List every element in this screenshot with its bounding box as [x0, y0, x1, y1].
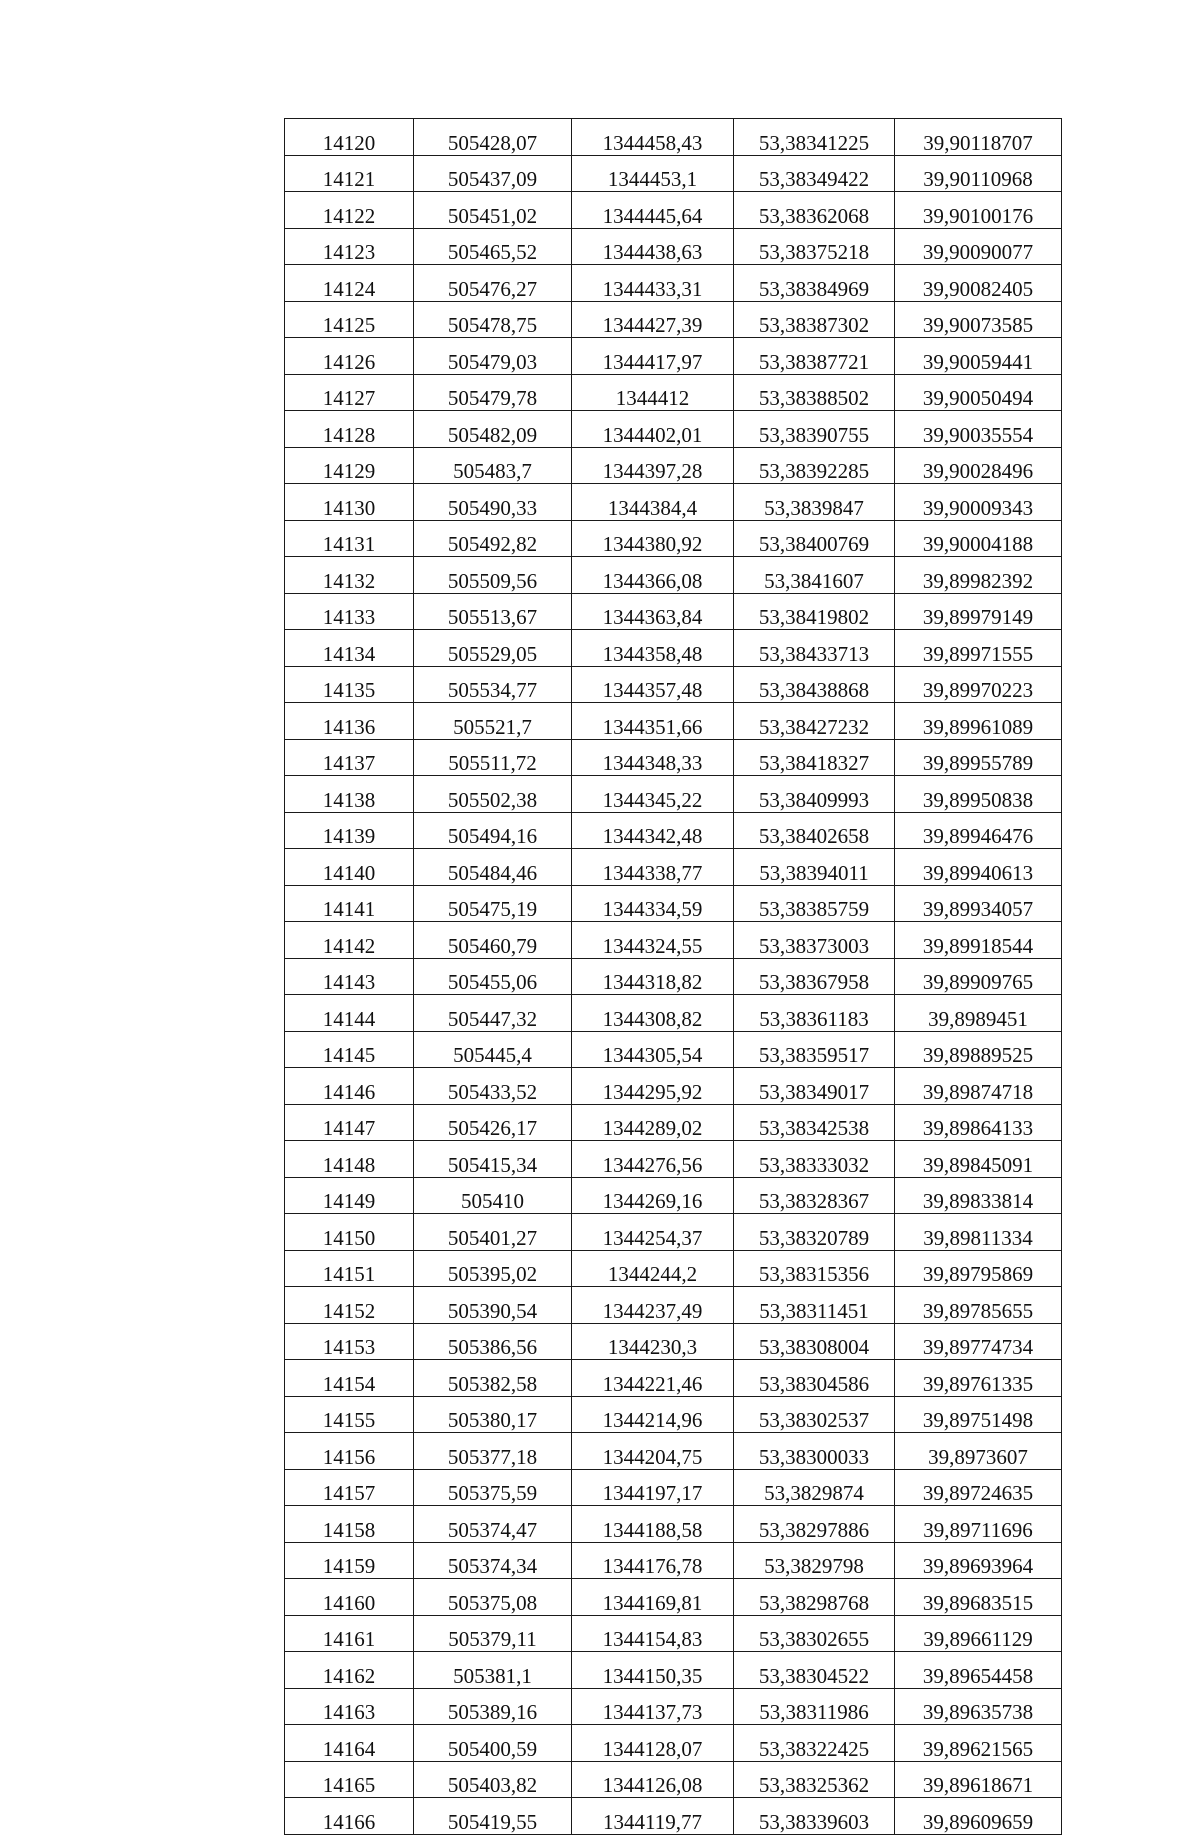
point-number-cell: 14128 [285, 411, 414, 448]
y-coordinate-cell: 1344237,49 [572, 1287, 734, 1324]
latitude-cell: 53,38427232 [734, 703, 895, 740]
longitude-cell: 39,89961089 [895, 703, 1062, 740]
table-row [285, 1761, 1062, 1798]
x-coordinate-cell: 505475,19 [414, 885, 572, 922]
x-coordinate-cell: 505479,03 [414, 338, 572, 375]
x-coordinate-cell: 505513,67 [414, 593, 572, 630]
table-row [285, 1688, 1062, 1725]
latitude-cell: 53,38325362 [734, 1761, 895, 1798]
table-row [285, 1031, 1062, 1068]
latitude-cell: 53,38438868 [734, 666, 895, 703]
longitude-cell: 39,89785655 [895, 1287, 1062, 1324]
longitude-cell: 39,89982392 [895, 557, 1062, 594]
x-coordinate-cell: 505374,47 [414, 1506, 572, 1543]
x-coordinate-cell: 505534,77 [414, 666, 572, 703]
longitude-cell: 39,89711696 [895, 1506, 1062, 1543]
longitude-cell: 39,89811334 [895, 1214, 1062, 1251]
x-coordinate-cell: 505381,1 [414, 1652, 572, 1689]
x-coordinate-cell: 505400,59 [414, 1725, 572, 1762]
table-row [285, 1323, 1062, 1360]
table-row [285, 1396, 1062, 1433]
point-number-cell: 14160 [285, 1579, 414, 1616]
y-coordinate-cell: 1344366,08 [572, 557, 734, 594]
y-coordinate-cell: 1344244,2 [572, 1250, 734, 1287]
longitude-cell: 39,90073585 [895, 301, 1062, 338]
table-row [285, 593, 1062, 630]
point-number-cell: 14143 [285, 958, 414, 995]
point-number-cell: 14153 [285, 1323, 414, 1360]
x-coordinate-cell: 505451,02 [414, 192, 572, 229]
latitude-cell: 53,38333032 [734, 1141, 895, 1178]
table-row [285, 703, 1062, 740]
latitude-cell: 53,38385759 [734, 885, 895, 922]
table-row [285, 557, 1062, 594]
table-row [285, 1433, 1062, 1470]
longitude-cell: 39,90035554 [895, 411, 1062, 448]
point-number-cell: 14149 [285, 1177, 414, 1214]
latitude-cell: 53,38339603 [734, 1798, 895, 1835]
table-row [285, 301, 1062, 338]
point-number-cell: 14142 [285, 922, 414, 959]
point-number-cell: 14124 [285, 265, 414, 302]
latitude-cell: 53,38367958 [734, 958, 895, 995]
longitude-cell: 39,89934057 [895, 885, 1062, 922]
latitude-cell: 53,38394011 [734, 849, 895, 886]
latitude-cell: 53,38311451 [734, 1287, 895, 1324]
table-row [285, 192, 1062, 229]
table-row [285, 1141, 1062, 1178]
point-number-cell: 14147 [285, 1104, 414, 1141]
longitude-cell: 39,89970223 [895, 666, 1062, 703]
x-coordinate-cell: 505395,02 [414, 1250, 572, 1287]
longitude-cell: 39,89751498 [895, 1396, 1062, 1433]
longitude-cell: 39,89683515 [895, 1579, 1062, 1616]
latitude-cell: 53,38349422 [734, 155, 895, 192]
point-number-cell: 14120 [285, 119, 414, 156]
longitude-cell: 39,90028496 [895, 447, 1062, 484]
table-row [285, 739, 1062, 776]
longitude-cell: 39,89693964 [895, 1542, 1062, 1579]
x-coordinate-cell: 505410 [414, 1177, 572, 1214]
longitude-cell: 39,89971555 [895, 630, 1062, 667]
x-coordinate-cell: 505465,52 [414, 228, 572, 265]
latitude-cell: 53,3829798 [734, 1542, 895, 1579]
y-coordinate-cell: 1344348,33 [572, 739, 734, 776]
longitude-cell: 39,89618671 [895, 1761, 1062, 1798]
longitude-cell: 39,89609659 [895, 1798, 1062, 1835]
y-coordinate-cell: 1344254,37 [572, 1214, 734, 1251]
y-coordinate-cell: 1344397,28 [572, 447, 734, 484]
y-coordinate-cell: 1344269,16 [572, 1177, 734, 1214]
y-coordinate-cell: 1344433,31 [572, 265, 734, 302]
latitude-cell: 53,38349017 [734, 1068, 895, 1105]
x-coordinate-cell: 505502,38 [414, 776, 572, 813]
y-coordinate-cell: 1344214,96 [572, 1396, 734, 1433]
longitude-cell: 39,89946476 [895, 812, 1062, 849]
table-row [285, 1250, 1062, 1287]
latitude-cell: 53,38373003 [734, 922, 895, 959]
latitude-cell: 53,38419802 [734, 593, 895, 630]
latitude-cell: 53,38388502 [734, 374, 895, 411]
point-number-cell: 14122 [285, 192, 414, 229]
x-coordinate-cell: 505426,17 [414, 1104, 572, 1141]
x-coordinate-cell: 505437,09 [414, 155, 572, 192]
longitude-cell: 39,89833814 [895, 1177, 1062, 1214]
y-coordinate-cell: 1344380,92 [572, 520, 734, 557]
latitude-cell: 53,38402658 [734, 812, 895, 849]
latitude-cell: 53,38304586 [734, 1360, 895, 1397]
longitude-cell: 39,89635738 [895, 1688, 1062, 1725]
point-number-cell: 14164 [285, 1725, 414, 1762]
point-number-cell: 14130 [285, 484, 414, 521]
y-coordinate-cell: 1344289,02 [572, 1104, 734, 1141]
longitude-cell: 39,89874718 [895, 1068, 1062, 1105]
x-coordinate-cell: 505509,56 [414, 557, 572, 594]
table-row [285, 666, 1062, 703]
table-row [285, 447, 1062, 484]
point-number-cell: 14152 [285, 1287, 414, 1324]
latitude-cell: 53,38375218 [734, 228, 895, 265]
x-coordinate-cell: 505476,27 [414, 265, 572, 302]
latitude-cell: 53,38315356 [734, 1250, 895, 1287]
table-row [285, 1360, 1062, 1397]
y-coordinate-cell: 1344345,22 [572, 776, 734, 813]
x-coordinate-cell: 505380,17 [414, 1396, 572, 1433]
y-coordinate-cell: 1344417,97 [572, 338, 734, 375]
table-row [285, 1579, 1062, 1616]
latitude-cell: 53,38418327 [734, 739, 895, 776]
x-coordinate-cell: 505433,52 [414, 1068, 572, 1105]
point-number-cell: 14156 [285, 1433, 414, 1470]
point-number-cell: 14123 [285, 228, 414, 265]
longitude-cell: 39,8989451 [895, 995, 1062, 1032]
longitude-cell: 39,90059441 [895, 338, 1062, 375]
x-coordinate-cell: 505447,32 [414, 995, 572, 1032]
point-number-cell: 14140 [285, 849, 414, 886]
longitude-cell: 39,89909765 [895, 958, 1062, 995]
point-number-cell: 14145 [285, 1031, 414, 1068]
latitude-cell: 53,38390755 [734, 411, 895, 448]
x-coordinate-cell: 505460,79 [414, 922, 572, 959]
point-number-cell: 14133 [285, 593, 414, 630]
point-number-cell: 14148 [285, 1141, 414, 1178]
y-coordinate-cell: 1344334,59 [572, 885, 734, 922]
y-coordinate-cell: 1344276,56 [572, 1141, 734, 1178]
point-number-cell: 14155 [285, 1396, 414, 1433]
longitude-cell: 39,89795869 [895, 1250, 1062, 1287]
y-coordinate-cell: 1344137,73 [572, 1688, 734, 1725]
x-coordinate-cell: 505445,4 [414, 1031, 572, 1068]
x-coordinate-cell: 505455,06 [414, 958, 572, 995]
longitude-cell: 39,90110968 [895, 155, 1062, 192]
table-row [285, 812, 1062, 849]
point-number-cell: 14144 [285, 995, 414, 1032]
longitude-cell: 39,89845091 [895, 1141, 1062, 1178]
longitude-cell: 39,90004188 [895, 520, 1062, 557]
table-row [285, 885, 1062, 922]
table-row [285, 484, 1062, 521]
point-number-cell: 14132 [285, 557, 414, 594]
table-row [285, 776, 1062, 813]
point-number-cell: 14127 [285, 374, 414, 411]
y-coordinate-cell: 1344295,92 [572, 1068, 734, 1105]
x-coordinate-cell: 505382,58 [414, 1360, 572, 1397]
y-coordinate-cell: 1344438,63 [572, 228, 734, 265]
point-number-cell: 14141 [285, 885, 414, 922]
latitude-cell: 53,38433713 [734, 630, 895, 667]
y-coordinate-cell: 1344363,84 [572, 593, 734, 630]
point-number-cell: 14150 [285, 1214, 414, 1251]
latitude-cell: 53,38328367 [734, 1177, 895, 1214]
point-number-cell: 14129 [285, 447, 414, 484]
table-row [285, 228, 1062, 265]
x-coordinate-cell: 505415,34 [414, 1141, 572, 1178]
y-coordinate-cell: 1344358,48 [572, 630, 734, 667]
x-coordinate-cell: 505428,07 [414, 119, 572, 156]
point-number-cell: 14162 [285, 1652, 414, 1689]
y-coordinate-cell: 1344150,35 [572, 1652, 734, 1689]
latitude-cell: 53,38387721 [734, 338, 895, 375]
y-coordinate-cell: 1344305,54 [572, 1031, 734, 1068]
y-coordinate-cell: 1344338,77 [572, 849, 734, 886]
table-row [285, 119, 1062, 156]
latitude-cell: 53,3841607 [734, 557, 895, 594]
x-coordinate-cell: 505484,46 [414, 849, 572, 886]
y-coordinate-cell: 1344453,1 [572, 155, 734, 192]
table-row [285, 849, 1062, 886]
y-coordinate-cell: 1344221,46 [572, 1360, 734, 1397]
longitude-cell: 39,89654458 [895, 1652, 1062, 1689]
latitude-cell: 53,38302655 [734, 1615, 895, 1652]
point-number-cell: 14161 [285, 1615, 414, 1652]
y-coordinate-cell: 1344204,75 [572, 1433, 734, 1470]
longitude-cell: 39,90050494 [895, 374, 1062, 411]
x-coordinate-cell: 505403,82 [414, 1761, 572, 1798]
longitude-cell: 39,90090077 [895, 228, 1062, 265]
longitude-cell: 39,89724635 [895, 1469, 1062, 1506]
latitude-cell: 53,38300033 [734, 1433, 895, 1470]
longitude-cell: 39,89621565 [895, 1725, 1062, 1762]
table-row [285, 411, 1062, 448]
point-number-cell: 14135 [285, 666, 414, 703]
table-row [285, 1542, 1062, 1579]
latitude-cell: 53,38409993 [734, 776, 895, 813]
table-row [285, 1177, 1062, 1214]
y-coordinate-cell: 1344402,01 [572, 411, 734, 448]
longitude-cell: 39,90100176 [895, 192, 1062, 229]
longitude-cell: 39,89661129 [895, 1615, 1062, 1652]
y-coordinate-cell: 1344188,58 [572, 1506, 734, 1543]
table-row [285, 630, 1062, 667]
y-coordinate-cell: 1344324,55 [572, 922, 734, 959]
longitude-cell: 39,89864133 [895, 1104, 1062, 1141]
y-coordinate-cell: 1344357,48 [572, 666, 734, 703]
point-number-cell: 14126 [285, 338, 414, 375]
y-coordinate-cell: 1344342,48 [572, 812, 734, 849]
y-coordinate-cell: 1344119,77 [572, 1798, 734, 1835]
latitude-cell: 53,38298768 [734, 1579, 895, 1616]
table-row [285, 1214, 1062, 1251]
point-number-cell: 14137 [285, 739, 414, 776]
latitude-cell: 53,38387302 [734, 301, 895, 338]
point-number-cell: 14146 [285, 1068, 414, 1105]
table-row [285, 922, 1062, 959]
table-row [285, 155, 1062, 192]
table-row [285, 1652, 1062, 1689]
y-coordinate-cell: 1344445,64 [572, 192, 734, 229]
coordinates-table-body [285, 119, 1062, 1835]
longitude-cell: 39,8973607 [895, 1433, 1062, 1470]
x-coordinate-cell: 505529,05 [414, 630, 572, 667]
x-coordinate-cell: 505521,7 [414, 703, 572, 740]
x-coordinate-cell: 505511,72 [414, 739, 572, 776]
x-coordinate-cell: 505419,55 [414, 1798, 572, 1835]
point-number-cell: 14165 [285, 1761, 414, 1798]
y-coordinate-cell: 1344308,82 [572, 995, 734, 1032]
table-row [285, 1469, 1062, 1506]
latitude-cell: 53,38322425 [734, 1725, 895, 1762]
longitude-cell: 39,89955789 [895, 739, 1062, 776]
latitude-cell: 53,38297886 [734, 1506, 895, 1543]
point-number-cell: 14158 [285, 1506, 414, 1543]
latitude-cell: 53,38311986 [734, 1688, 895, 1725]
longitude-cell: 39,89950838 [895, 776, 1062, 813]
longitude-cell: 39,89918544 [895, 922, 1062, 959]
x-coordinate-cell: 505478,75 [414, 301, 572, 338]
y-coordinate-cell: 1344427,39 [572, 301, 734, 338]
y-coordinate-cell: 1344318,82 [572, 958, 734, 995]
latitude-cell: 53,38342538 [734, 1104, 895, 1141]
table-row [285, 1725, 1062, 1762]
y-coordinate-cell: 1344128,07 [572, 1725, 734, 1762]
coordinates-table [284, 118, 1062, 1835]
y-coordinate-cell: 1344458,43 [572, 119, 734, 156]
x-coordinate-cell: 505377,18 [414, 1433, 572, 1470]
longitude-cell: 39,90118707 [895, 119, 1062, 156]
latitude-cell: 53,3839847 [734, 484, 895, 521]
longitude-cell: 39,89940613 [895, 849, 1062, 886]
point-number-cell: 14136 [285, 703, 414, 740]
latitude-cell: 53,38308004 [734, 1323, 895, 1360]
table-row [285, 1615, 1062, 1652]
x-coordinate-cell: 505479,78 [414, 374, 572, 411]
latitude-cell: 53,38304522 [734, 1652, 895, 1689]
x-coordinate-cell: 505390,54 [414, 1287, 572, 1324]
y-coordinate-cell: 1344176,78 [572, 1542, 734, 1579]
point-number-cell: 14154 [285, 1360, 414, 1397]
table-row [285, 338, 1062, 375]
latitude-cell: 53,38384969 [734, 265, 895, 302]
x-coordinate-cell: 505401,27 [414, 1214, 572, 1251]
table-row [285, 520, 1062, 557]
table-row [285, 1104, 1062, 1141]
latitude-cell: 53,38302537 [734, 1396, 895, 1433]
point-number-cell: 14139 [285, 812, 414, 849]
point-number-cell: 14159 [285, 1542, 414, 1579]
table-row [285, 995, 1062, 1032]
table-row [285, 265, 1062, 302]
x-coordinate-cell: 505482,09 [414, 411, 572, 448]
latitude-cell: 53,38392285 [734, 447, 895, 484]
latitude-cell: 53,38361183 [734, 995, 895, 1032]
point-number-cell: 14151 [285, 1250, 414, 1287]
table-row [285, 1068, 1062, 1105]
table-row [285, 1506, 1062, 1543]
x-coordinate-cell: 505494,16 [414, 812, 572, 849]
longitude-cell: 39,89761335 [895, 1360, 1062, 1397]
latitude-cell: 53,38400769 [734, 520, 895, 557]
latitude-cell: 53,3829874 [734, 1469, 895, 1506]
table-row [285, 374, 1062, 411]
x-coordinate-cell: 505492,82 [414, 520, 572, 557]
y-coordinate-cell: 1344412 [572, 374, 734, 411]
x-coordinate-cell: 505386,56 [414, 1323, 572, 1360]
longitude-cell: 39,90082405 [895, 265, 1062, 302]
latitude-cell: 53,38362068 [734, 192, 895, 229]
x-coordinate-cell: 505483,7 [414, 447, 572, 484]
latitude-cell: 53,38359517 [734, 1031, 895, 1068]
x-coordinate-cell: 505490,33 [414, 484, 572, 521]
latitude-cell: 53,38341225 [734, 119, 895, 156]
point-number-cell: 14157 [285, 1469, 414, 1506]
y-coordinate-cell: 1344126,08 [572, 1761, 734, 1798]
point-number-cell: 14121 [285, 155, 414, 192]
point-number-cell: 14166 [285, 1798, 414, 1835]
y-coordinate-cell: 1344169,81 [572, 1579, 734, 1616]
longitude-cell: 39,89774734 [895, 1323, 1062, 1360]
longitude-cell: 39,90009343 [895, 484, 1062, 521]
table-row [285, 1798, 1062, 1835]
point-number-cell: 14134 [285, 630, 414, 667]
point-number-cell: 14125 [285, 301, 414, 338]
point-number-cell: 14131 [285, 520, 414, 557]
y-coordinate-cell: 1344384,4 [572, 484, 734, 521]
x-coordinate-cell: 505389,16 [414, 1688, 572, 1725]
point-number-cell: 14138 [285, 776, 414, 813]
y-coordinate-cell: 1344351,66 [572, 703, 734, 740]
longitude-cell: 39,89979149 [895, 593, 1062, 630]
x-coordinate-cell: 505374,34 [414, 1542, 572, 1579]
x-coordinate-cell: 505375,59 [414, 1469, 572, 1506]
y-coordinate-cell: 1344154,83 [572, 1615, 734, 1652]
y-coordinate-cell: 1344230,3 [572, 1323, 734, 1360]
table-row [285, 958, 1062, 995]
x-coordinate-cell: 505375,08 [414, 1579, 572, 1616]
y-coordinate-cell: 1344197,17 [572, 1469, 734, 1506]
table-row [285, 1287, 1062, 1324]
point-number-cell: 14163 [285, 1688, 414, 1725]
x-coordinate-cell: 505379,11 [414, 1615, 572, 1652]
latitude-cell: 53,38320789 [734, 1214, 895, 1251]
longitude-cell: 39,89889525 [895, 1031, 1062, 1068]
